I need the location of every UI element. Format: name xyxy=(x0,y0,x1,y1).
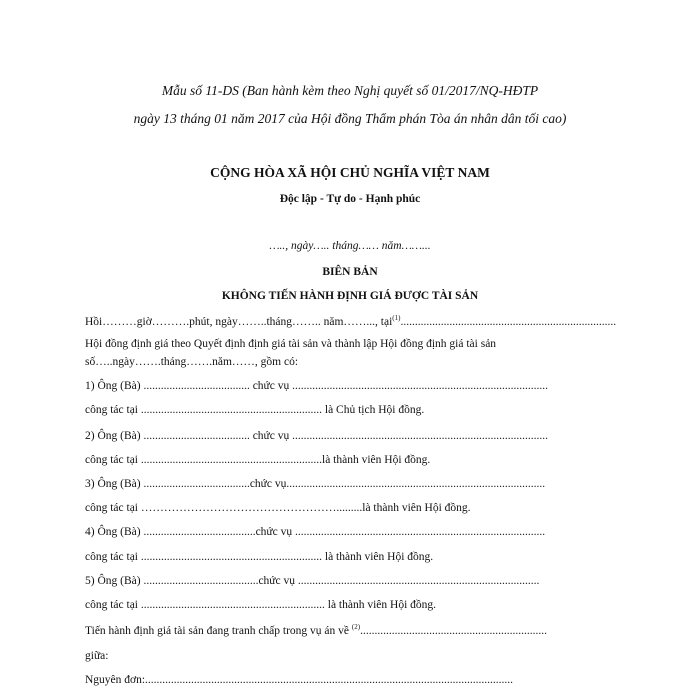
national-motto: Độc lập - Tự do - Hạnh phúc xyxy=(279,193,421,205)
member-1-work-line: công tác tại ............................................................... là Chủ tịch Hội đồng. xyxy=(85,404,425,416)
dispute-text: Tiến hành định giá tài sản đang tranh chấp trong vụ án về xyxy=(85,625,350,637)
time-place-text: Hồi………giờ……….phút, ngày……..tháng…….. năm……..., tại xyxy=(85,316,393,328)
between-label: giữa: xyxy=(85,650,109,662)
footnote-ref-1: (1) xyxy=(392,314,401,322)
document-title: BIÊN BẢN xyxy=(322,266,378,278)
dispute-line xyxy=(85,625,547,637)
member-4-work-line: công tác tại ............................................................... là thành viên Hội đồng. xyxy=(85,551,434,563)
member-5-work-line: công tác tại ................................................................ là thành viên Hội đồng. xyxy=(85,599,437,611)
member-1-name-line: 1) Ông (Bà) ..................................... chức vụ ......................................................................................... xyxy=(85,380,549,392)
member-2-name-line: 2) Ông (Bà) ..................................... chức vụ ......................................................................................... xyxy=(85,430,549,442)
member-4-name-line: 4) Ông (Bà) .......................................chức vụ ....................................................................................... xyxy=(85,526,546,538)
dispute-blank: ................................................................. xyxy=(360,625,547,637)
plaintiff-line: Nguyên đơn:................................................................................................................................ xyxy=(85,674,514,686)
member-5-name-line: 5) Ông (Bà) ........................................chức vụ .................................................................................... xyxy=(85,575,540,587)
council-line-2: số…..ngày…….tháng…….năm……, gồm có: xyxy=(85,356,299,368)
member-2-work-line: công tác tại ...............................................................là thành viên Hội đồng. xyxy=(85,454,431,466)
time-place-line xyxy=(85,316,616,328)
member-3-work-line: công tác tại …………………………………………….........là thành viên Hội đồng. xyxy=(85,502,471,514)
member-3-name-line: 3) Ông (Bà) .....................................chức vụ.......................................................................................... xyxy=(85,478,546,490)
footnote-ref-2: (2) xyxy=(351,623,361,631)
time-place-blank: ........................................................................... xyxy=(400,316,617,328)
date-line: ….., ngày….. tháng…… năm……... xyxy=(269,240,431,252)
country-name: CỘNG HÒA XÃ HỘI CHỦ NGHĨA VIỆT NAM xyxy=(210,165,490,180)
form-reference-line-2: ngày 13 tháng 01 năm 2017 của Hội đồng Thẩm phán Tòa án nhân dân tối cao) xyxy=(133,111,567,126)
council-line-1: Hội đồng định giá theo Quyết định định giá tài sản và thành lập Hội đồng định giá tài sản xyxy=(85,338,497,350)
form-reference-line-1: Mẫu số 11-DS (Ban hành kèm theo Nghị quyết số 01/2017/NQ-HĐTP xyxy=(161,83,539,98)
document-subtitle: KHÔNG TIẾN HÀNH ĐỊNH GIÁ ĐƯỢC TÀI SẢN xyxy=(221,290,479,302)
